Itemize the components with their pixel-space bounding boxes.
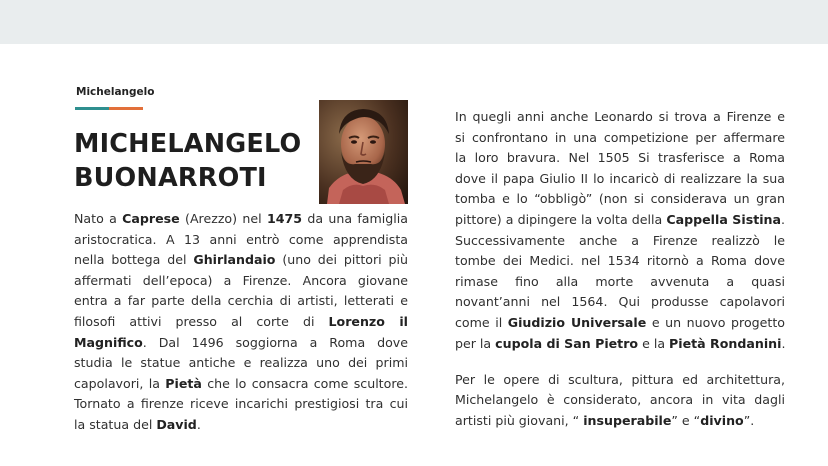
emphasis-text: David	[156, 416, 197, 432]
body-text: Tornato a firenze riceve incarichi prestigiosi tra cui	[74, 396, 408, 412]
body-text: come il	[455, 314, 508, 330]
body-text: e un nuovo progetto	[646, 314, 785, 330]
section-kicker: Michelangelo	[76, 86, 155, 98]
emphasis-text: Pietà Rondanini	[669, 335, 782, 351]
body-text: (Arezzo) nel	[179, 211, 267, 226]
body-text: studia le statue antiche e realizza uno dei primi	[74, 355, 408, 371]
text-line	[455, 390, 785, 411]
accent-rule-teal	[75, 107, 109, 110]
body-text: tombe dei Medici. nel 1534 ritornò a Roma dove	[455, 253, 785, 269]
body-text: ”.	[743, 412, 755, 428]
text-line	[74, 333, 408, 354]
body-text: In quegli anni anche Leonardo si trova a Firenze e	[455, 109, 785, 124]
text-line	[455, 210, 785, 231]
text-line	[455, 231, 785, 252]
text-line	[74, 209, 408, 230]
body-text: entra a far parte della cerchia di artisti, letterati e	[74, 293, 408, 309]
emphasis-text: Caprese	[122, 211, 180, 226]
emphasis-text: Pietà	[165, 375, 202, 391]
body-text: Nato a	[74, 211, 123, 226]
body-text: Michelangelo è considerato, ancora in vita dagli	[455, 392, 785, 408]
emphasis-text: Magnifico	[74, 334, 143, 350]
body-text: affermati dell’epoca) a Firenze. Ancora giovane	[74, 272, 408, 288]
text-line	[455, 251, 785, 272]
text-line	[74, 415, 408, 436]
text-line	[455, 313, 785, 334]
title-line-2: BUONARROTI	[74, 163, 267, 193]
text-line	[455, 272, 785, 293]
biography-column-left	[74, 209, 408, 436]
emphasis-text: Giudizio Universale	[507, 314, 647, 330]
body-text: aristocratica. A 13 anni entrò come apprendista	[74, 231, 408, 247]
body-text: artisti più giovani, “	[455, 412, 584, 428]
biography-column-right	[455, 107, 785, 431]
portrait-painting-icon	[319, 100, 408, 204]
paragraph-gap	[455, 354, 785, 370]
body-text: ” e “	[671, 412, 701, 428]
emphasis-text: cupola di San Pietro	[495, 335, 639, 351]
body-text: la loro bravura. Nel 1505 Si trasferisce a Roma	[455, 150, 785, 166]
text-line	[455, 411, 785, 432]
text-line	[455, 148, 785, 169]
body-text: dove il papa Giulio II lo incaricò di realizzare la sua	[455, 170, 785, 186]
text-line	[74, 394, 408, 415]
emphasis-text: 1475	[266, 211, 302, 226]
text-line	[74, 250, 408, 271]
body-text: che lo consacra come scultore.	[201, 375, 408, 391]
emphasis-text: insuperabile	[583, 412, 672, 428]
page-title	[74, 127, 324, 195]
body-text: nella bottega del	[74, 252, 194, 268]
body-text: . Dal 1496 soggiorna a Roma dove	[142, 334, 408, 350]
body-text: .	[196, 416, 201, 432]
text-line	[455, 292, 785, 313]
top-band	[0, 0, 828, 44]
body-text: si confrontano in una competizione per affermare	[455, 129, 785, 145]
emphasis-text: Cappella Sistina	[666, 211, 781, 227]
body-text: e la	[638, 335, 670, 351]
emphasis-text: Ghirlandaio	[193, 252, 276, 268]
text-line	[74, 230, 408, 251]
title-line-1: MICHELANGELO	[74, 129, 302, 159]
text-line	[74, 291, 408, 312]
text-line	[455, 334, 785, 355]
body-text: .	[781, 335, 786, 351]
body-text: per la	[455, 335, 496, 351]
body-text: filosofi attivi presso al corte di	[74, 313, 329, 329]
body-text: tomba e lo “obbligò” (non si considerava un gran	[455, 191, 785, 207]
body-text: .	[781, 211, 786, 227]
body-text: pittore) a dipingere la volta della	[455, 211, 667, 227]
text-line	[455, 370, 785, 391]
text-line	[455, 169, 785, 190]
body-text: (uno dei pittori più	[275, 252, 409, 268]
text-line	[74, 271, 408, 292]
portrait-image	[319, 100, 408, 204]
body-text: novant’anni nel 1564. Qui produsse capolavori	[455, 294, 785, 310]
body-text: rimase fino alla morte avvenuta a quasi	[455, 273, 785, 289]
text-line	[455, 107, 785, 128]
body-text: Per le opere di scultura, pittura ed architettura,	[455, 371, 785, 387]
accent-rule-orange	[109, 107, 143, 110]
text-line	[455, 128, 785, 149]
paragraph-roma	[455, 107, 785, 354]
body-text: Successivamente anche a Firenze realizzò le	[455, 232, 785, 248]
text-line	[455, 189, 785, 210]
body-text: la statua del	[74, 416, 157, 432]
text-line	[74, 374, 408, 395]
body-text: da una famiglia	[302, 211, 408, 226]
body-text: capolavori, la	[74, 375, 166, 391]
paragraph-legacy	[455, 370, 785, 432]
text-line	[74, 312, 408, 333]
emphasis-text: Lorenzo il	[328, 313, 408, 329]
emphasis-text: divino	[700, 412, 744, 428]
text-line	[74, 353, 408, 374]
